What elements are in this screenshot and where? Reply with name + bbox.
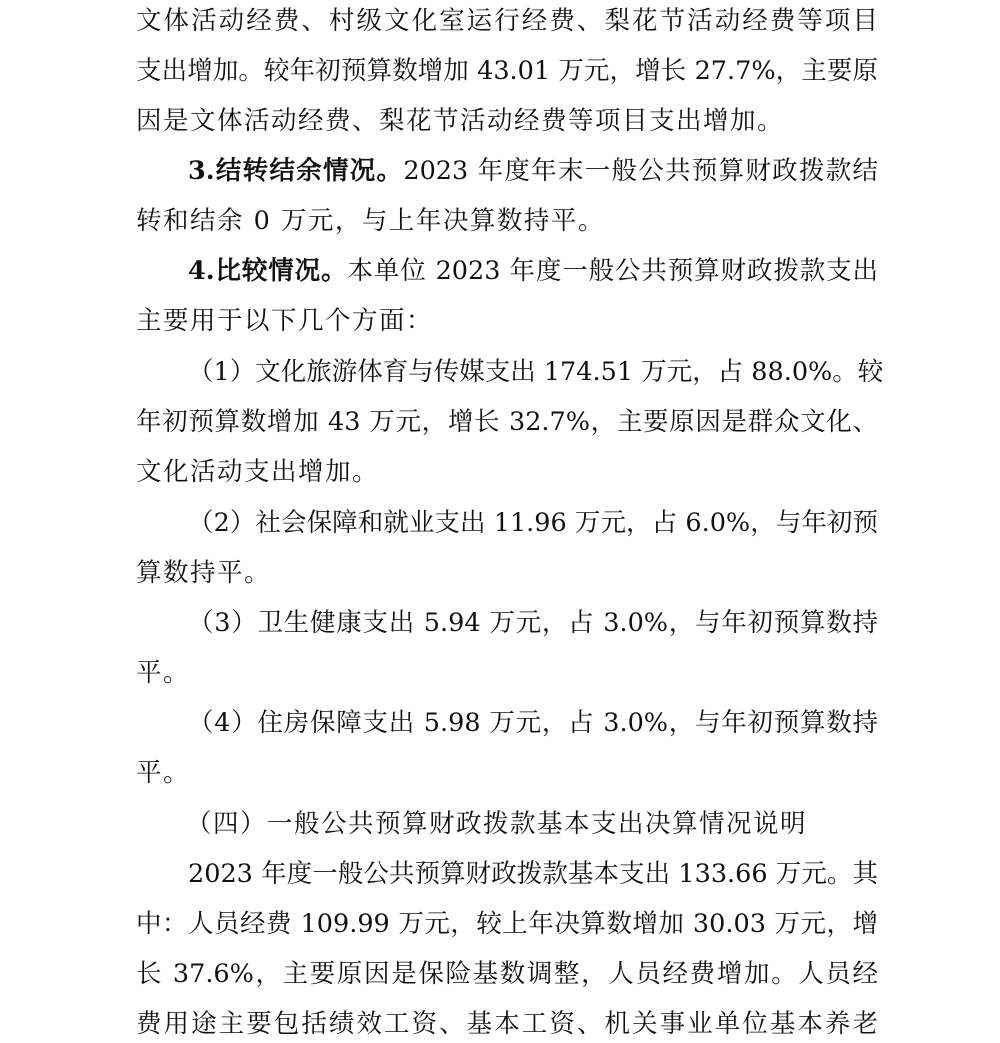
text-line: 平。 bbox=[136, 658, 191, 688]
section-heading: 4.比较情况。 bbox=[188, 256, 348, 286]
list-item-4: （4）住房保障支出 5.98 万元，占 3.0%，与年初预算数持 bbox=[188, 708, 878, 738]
text-line: 中：人员经费 109.99 万元，较上年决算数增加 30.03 万元，增 bbox=[136, 909, 878, 939]
list-item-1: （1）文化旅游体育与传媒支出 174.51 万元，占 88.0%。较 bbox=[188, 357, 884, 387]
list-item-3: （3）卫生健康支出 5.94 万元，占 3.0%，与年初预算数持 bbox=[188, 608, 878, 638]
text-line: 因是文体活动经费、梨花节活动经费等项目支出增加。 bbox=[136, 106, 785, 136]
text-span: 本单位 2023 年度一般公共预算财政拨款支出 bbox=[347, 256, 878, 286]
text-line: 支出增加。较年初预算数增加 43.01 万元，增长 27.7%，主要原 bbox=[136, 56, 878, 86]
section-paragraph-carryover bbox=[136, 153, 878, 189]
text-span: 2023 年度年末一般公共预算财政拨款结 bbox=[403, 156, 878, 186]
text-line: 平。 bbox=[136, 758, 191, 788]
text-line: 2023 年度一般公共预算财政拨款基本支出 133.66 万元。其 bbox=[188, 859, 878, 889]
text-line: 费用途主要包括绩效工资、基本工资、机关事业单位基本养老 bbox=[136, 1009, 878, 1039]
text-line: 长 37.6%，主要原因是保险基数调整，人员经费增加。人员经 bbox=[136, 959, 878, 989]
text-line: 文化活动支出增加。 bbox=[136, 457, 380, 487]
list-item-2: （2）社会保障和就业支出 11.96 万元，占 6.0%，与年初预 bbox=[188, 508, 878, 538]
subsection-heading: （四）一般公共预算财政拨款基本支出决算情况说明 bbox=[186, 809, 808, 839]
text-line: 转和结余 0 万元，与上年决算数持平。 bbox=[136, 206, 605, 236]
text-line: 年初预算数增加 43 万元，增长 32.7%，主要原因是群众文化、 bbox=[136, 407, 878, 437]
text-line: 文体活动经费、村级文化室运行经费、梨花节活动经费等项目 bbox=[136, 6, 878, 36]
section-heading: 3.结转结余情况。 bbox=[188, 156, 404, 186]
text-line: 主要用于以下几个方面： bbox=[136, 306, 434, 336]
text-line: 算数持平。 bbox=[136, 558, 272, 588]
section-paragraph-comparison bbox=[136, 253, 878, 289]
